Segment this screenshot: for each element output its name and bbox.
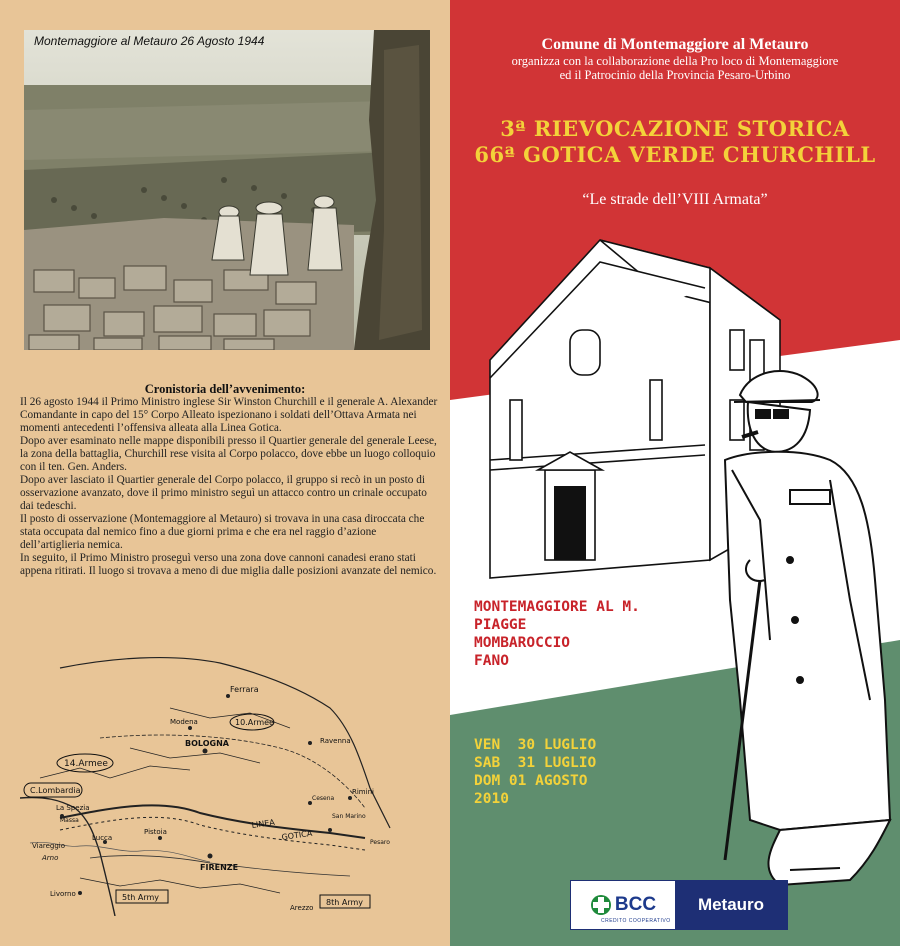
place-item: MONTEMAGGIORE AL M.: [474, 599, 640, 615]
metauro-label: Metauro: [675, 881, 787, 929]
chronicle-title: Cronistoria dell’avvenimento:: [144, 382, 306, 396]
map-drawing: [20, 648, 392, 916]
right-panel: [450, 0, 900, 946]
map-label-armee14: 14.Armee: [64, 759, 108, 769]
map-label-firenze: FIRENZE: [200, 863, 239, 872]
chronicle-paragraph: Dopo aver esaminato nelle mappe disponibili presso il Quartier generale del generale Leese, la zona della battaglia, Churchill rese visita al Corpo polacco, dove ebbe un luogo colloquio con il ten. Gen. Anders.: [20, 435, 437, 473]
chronicle-paragraph: In seguito, il Primo Ministro proseguì verso una zona dove cannoni canadesi erano stati appena ritirati. Il luogo si trovava a meno di due miglia dalle posizioni avanzate del nemico.: [20, 552, 437, 577]
map-label-bologna: BOLOGNA: [185, 739, 229, 748]
map-label-pistoia: Pistoia: [144, 828, 167, 836]
photo-caption: Montemaggiore al Metauro 26 Agosto 1944: [34, 34, 265, 48]
chronicle-body: [20, 396, 440, 578]
map-label-armee10: 10.Armee: [235, 718, 274, 727]
map-label-army8: 8th Army: [326, 898, 363, 907]
sponsor-logo: [570, 880, 788, 930]
map-label-laspezia: La Spezia: [56, 804, 90, 812]
map-label-rimini: Rimini: [352, 788, 374, 796]
map-label-ravenna: Ravenna: [320, 737, 351, 745]
event-title: [450, 116, 900, 168]
date-item: SAB 31 LUGLIO: [474, 755, 597, 771]
places-list: [474, 598, 640, 670]
date-item: DOM 01 AGOSTO: [474, 773, 588, 789]
map-label-sanmarino: San Marino: [332, 813, 366, 820]
map-label-livorno: Livorno: [50, 890, 76, 898]
organizer-block: [450, 36, 900, 82]
bcc-tagline: CREDITO COOPERATIVO: [601, 918, 671, 924]
place-item: MOMBAROCCIO: [474, 635, 571, 651]
map-label-cesena: Cesena: [312, 795, 335, 802]
map-label-lucca: Lucca: [92, 834, 113, 842]
map-label-massa: Massa: [60, 817, 79, 824]
map-label-arezzo: Arezzo: [290, 904, 314, 912]
organizer-title: Comune di Montemaggiore al Metauro: [541, 36, 809, 53]
map-label-pesaro: Pesaro: [370, 839, 390, 846]
place-item: PIAGGE: [474, 617, 527, 633]
dates-list: [474, 736, 596, 808]
bcc-logo: [571, 881, 675, 929]
map-label-viareggio: Viareggio: [32, 842, 66, 850]
map-label-modena: Modena: [170, 718, 198, 726]
event-title-line2: 66ª GOTICA VERDE CHURCHILL: [474, 142, 876, 167]
church-door: [554, 486, 586, 560]
map-label-gotica: GOTICA: [281, 828, 313, 842]
map-label-ferrara: Ferrara: [230, 685, 259, 694]
chronicle-paragraph: Dopo aver lasciato il Quartier generale del Corpo polacco, il gruppo si recò in un posto di osservazione avanzato, dove il primo ministro seguì un attacco contro un crinale occupato dai tedeschi.: [20, 474, 427, 512]
bcc-name: BCC: [614, 894, 657, 915]
map-label-army5: 5th Army: [122, 893, 159, 902]
chronicle-paragraph: Il posto di osservazione (Montemaggiore al Metauro) si trovava in una casa diroccata che stata occupata dal nemico fino a due giorni prima e che era nel raggio d’azione dell’artiglieria nemica.: [20, 513, 425, 551]
event-subtitle: “Le strade dell’VIII Armata”: [582, 191, 768, 208]
place-item: FANO: [474, 653, 509, 669]
date-item: VEN 30 LUGLIO: [474, 737, 597, 753]
photo-illustration: [24, 30, 430, 350]
map-label-linea: LINEA: [251, 817, 276, 830]
organizer-line2: ed il Patrocinio della Provincia Pesaro-Urbino: [559, 68, 791, 82]
bcc-emblem-icon: [590, 894, 612, 916]
date-item: 2010: [474, 791, 509, 807]
map-label-clombardia: C.Lombardia: [30, 786, 81, 795]
chronicle-paragraph: Il 26 agosto 1944 il Primo Ministro inglese Sir Winston Churchill e il generale A. Alexander Comandante in capo del 15° Corpo Alleato ispezionano i soldati dell’Ottava Armata nei momenti antecedenti l’offensiva alleata alla Linea Gotica.: [20, 396, 438, 434]
organizer-line1: organizza con la collaborazione della Pro loco di Montemaggiore: [511, 54, 839, 68]
military-map: [20, 648, 392, 916]
historic-photo: [24, 30, 430, 350]
event-title-line1: 3ª RIEVOCAZIONE STORICA: [500, 116, 850, 141]
map-label-arno: Arno: [42, 854, 59, 862]
